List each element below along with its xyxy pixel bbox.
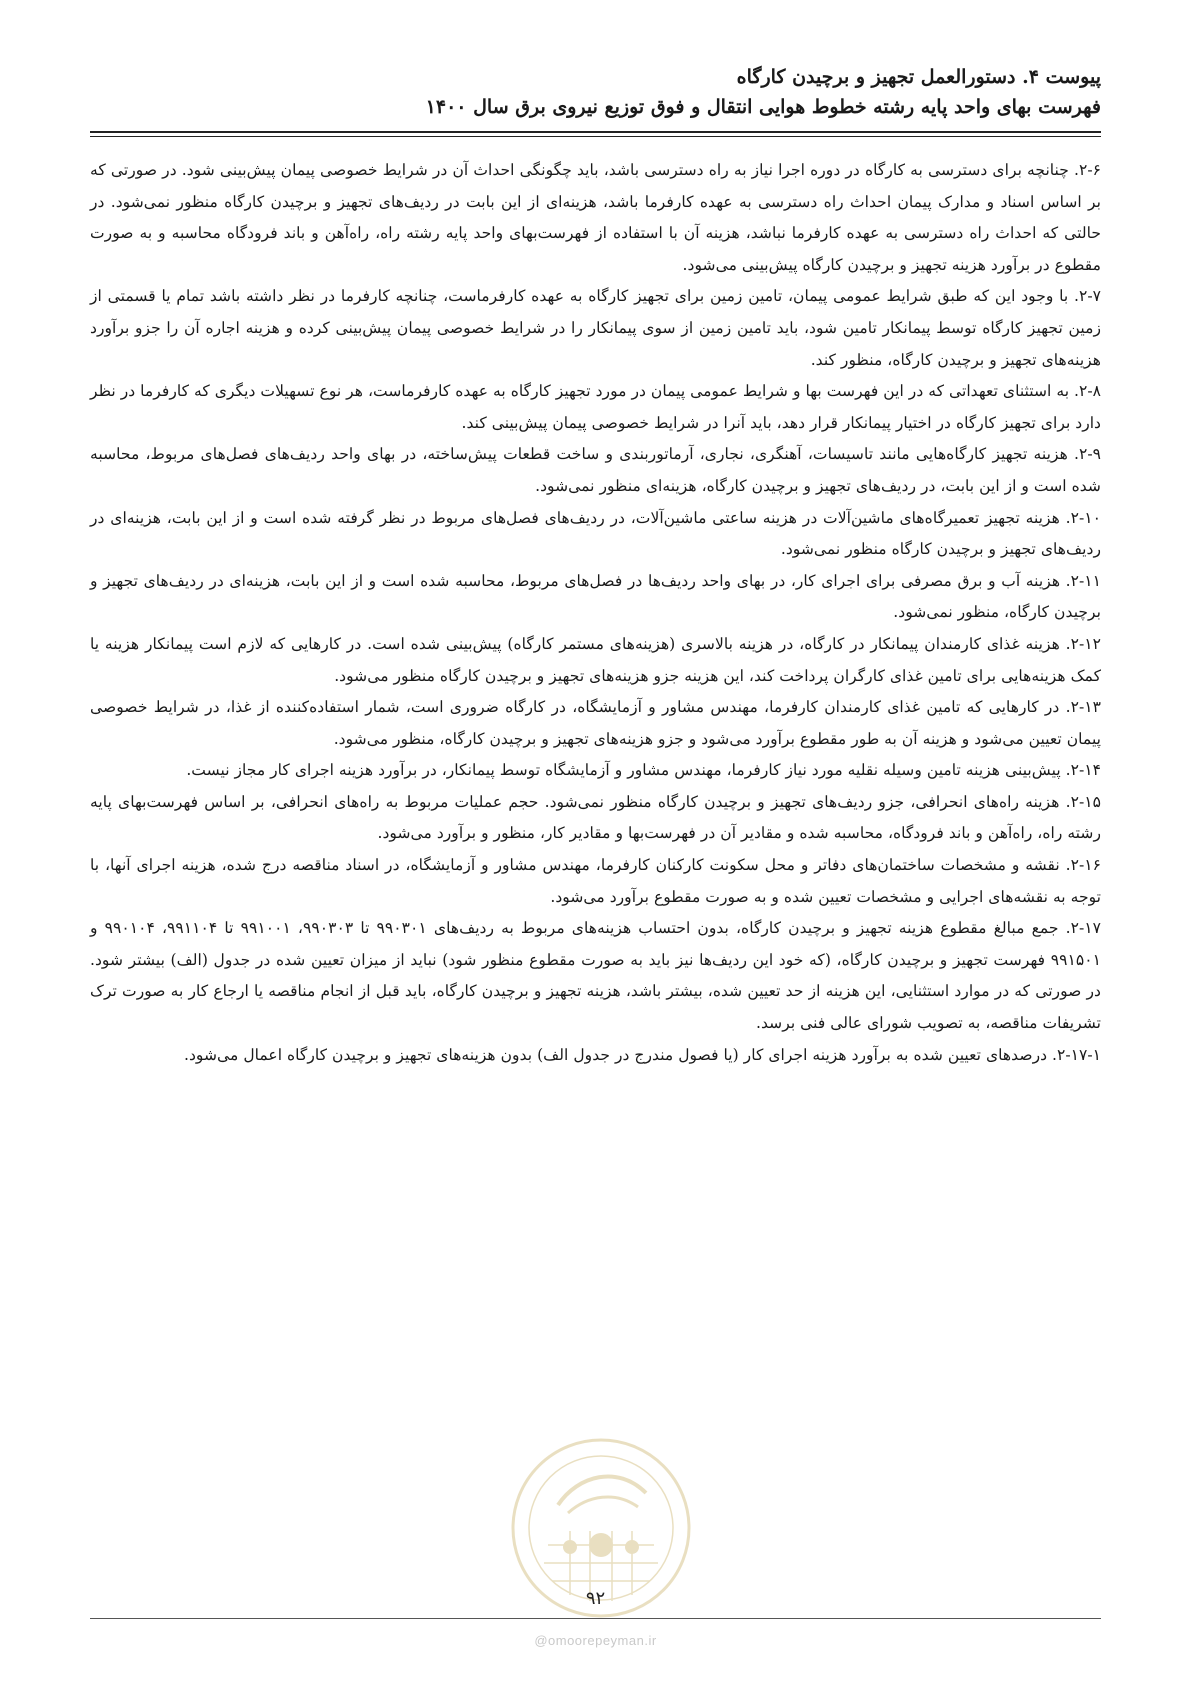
header-title-line2: فهرست بهای واحد پایه رشته خطوط هوایی انتقال و فوق توزیع نیروی برق سال ۱۴۰۰	[425, 96, 1101, 118]
footer-divider	[90, 1618, 1101, 1619]
page-header	[90, 62, 1101, 122]
paragraph-2-17-1: ۲-۱۷-۱. درصدهای تعیین شده به برآورد هزینه اجرای کار (یا فصول مندرج در جدول الف) بدون هزینه‌های تجهیز و برچیدن کارگاه اعمال می‌شود.	[183, 1045, 1101, 1064]
body-content	[90, 155, 1101, 1071]
paragraph-2-9: ۲-۹. هزینه تجهیز کارگاه‌هایی مانند تاسیسات، آهنگری، نجاری، آرماتوربندی و ساخت قطعات پیش‌ساخته، در بهای واحد ردیف‌های فصل‌های مربوط، محاسبه شده است و از این بابت، در ردیف‌های تجهیز و برچیدن کارگاه، هزینه‌ای منظور نمی‌شود.	[90, 445, 1101, 495]
page-number: ۹۲	[585, 1588, 606, 1609]
paragraph-2-7: ۲-۷. با وجود این که طبق شرایط عمومی پیمان، تامین زمین برای تجهیز کارگاه به عهده کارفرماست، چنانچه کارفرما در نظر داشته باشد تمام یا قسمتی از زمین تجهیز کارگاه توسط پیمانکار تامین شود، باید تامین زمین از سوی پیمانکار را در شرایط خصوصی پیمان پیش‌بینی کرده و هزینه اجاره آن را جزو برآورد هزینه‌های تجهیز و برچیدن کارگاه، منظور کند.	[90, 287, 1101, 369]
paragraph-2-14: ۲-۱۴. پیش‌بینی هزینه تامین وسیله نقلیه مورد نیاز کارفرما، مهندس مشاور و آزمایشگاه توسط پیمانکار، در برآورد هزینه اجرای کار مجاز نیست.	[186, 761, 1101, 780]
paragraph-2-13: ۲-۱۳. در کارهایی که تامین غذای کارمندان کارفرما، مهندس مشاور و آزمایشگاه، در کارگاه ضروری است، شمار استفاده‌کننده از غذا، در شرایط خصوصی پیمان تعیین می‌شود و هزینه آن به طور مقطوع برآورد می‌شود و جزو هزینه‌های تجهیز و برچیدن کارگاه، منظور می‌شود.	[90, 698, 1101, 748]
paragraph-2-16: ۲-۱۶. نقشه و مشخصات ساختمان‌های دفاتر و محل سکونت کارکنان کارفرما، مهندس مشاور و آزمایشگاه، در اسناد مناقصه درج شده، هزینه اجرای آنها، با توجه به نقشه‌های اجرایی و مشخصات تعیین شده و به صورت مقطوع برآورد می‌شود.	[90, 856, 1101, 906]
header-title-line1: پیوست ۴. دستورالعمل تجهیز و برچیدن کارگاه	[736, 66, 1101, 88]
header-divider-thick	[90, 131, 1101, 133]
paragraph-2-8: ۲-۸. به استثنای تعهداتی که در این فهرست بها و شرایط عمومی پیمان در مورد تجهیز کارگاه به عهده کارفرماست، هر نوع تسهیلات دیگری که کارفرما در نظر دارد برای تجهیز کارگاه در اختیار پیمانکار قرار دهد، باید آنرا در شرایط خصوصی پیمان پیش‌بینی کند.	[90, 382, 1101, 432]
paragraph-2-6: ۲-۶. چنانچه برای دسترسی به کارگاه در دوره اجرا نیاز به راه دسترسی باشد، باید چگونگی احداث آن در شرایط خصوصی پیمان پیش‌بینی شود. در صورتی که بر اساس اسناد و مدارک پیمان احداث راه دسترسی به عهده کارفرما باشد، هزینه‌ای از این بابت در ردیف‌های تجهیز و برچیدن کارگاه منظور نمی‌شود. در حالتی که احداث راه دسترسی به عهده کارفرما نباشد، هزینه آن با استفاده از فهرست‌بهای واحد پایه رشته راه، راه‌آهن و باند فرودگاه محاسبه و به صورت مقطوع در برآورد هزینه تجهیز و برچیدن کارگاه پیش‌بینی می‌شود.	[90, 161, 1101, 274]
paragraph-2-12: ۲-۱۲. هزینه غذای کارمندان پیمانکار در کارگاه، در هزینه بالاسری (هزینه‌های مستمر کارگاه) پیش‌بینی شده است. در کارهایی که لازم است پیمانکار هزینه یا کمک هزینه‌هایی برای تامین غذای کارگران پرداخت کند، این هزینه جزو هزینه‌های تجهیز و برچیدن کارگاه منظور می‌شود.	[90, 634, 1101, 685]
paragraph-2-17: ۲-۱۷. جمع مبالغ مقطوع هزینه تجهیز و برچیدن کارگاه، بدون احتساب هزینه‌های مربوط به ردیف‌های ۹۹۰۳۰۱ تا ۹۹۰۳۰۳، ۹۹۱۰۰۱ تا ۹۹۱۱۰۴، ۹۹۰۱۰۴ و ۹۹۱۵۰۱ فهرست تجهیز و برچیدن کارگاه، (که خود این ردیف‌ها نیز باید به صورت مقطوع منظور شود) نباید از میزان تعیین شده در جدول (الف) بیشتر شود. در صورتی که در موارد استثنایی، این هزینه از حد تعیین شده، بیشتر باشد، هزینه تجهیز و برچیدن کارگاه، باید قبل از انجام مناقصه یا ارجاع کار به صورت ترک تشریفات مناقصه، به تصویب شورای عالی فنی برسد.	[90, 919, 1101, 1033]
header-divider-thin	[90, 136, 1101, 137]
paragraph-2-11: ۲-۱۱. هزینه آب و برق مصرفی برای اجرای کار، در بهای واحد ردیف‌ها در فصل‌های مربوط، محاسبه شده است و از این بابت، هزینه‌ای در ردیف‌های تجهیز و برچیدن کارگاه، منظور نمی‌شود.	[90, 571, 1101, 622]
paragraph-2-15: ۲-۱۵. هزینه راه‌های انحرافی، جزو ردیف‌های تجهیز و برچیدن کارگاه منظور نمی‌شود. حجم عملیات مربوط به راه‌های انحرافی، بر اساس فهرست‌بهای پایه رشته راه، راه‌آهن و باند فرودگاه، محاسبه شده و مقادیر آن در فهرست‌بها و مقادیر کار، منظور و برآورد می‌شود.	[90, 792, 1101, 843]
paragraph-2-10: ۲-۱۰. هزینه تجهیز تعمیرگاه‌های ماشین‌آلات در هزینه ساعتی ماشین‌آلات، در ردیف‌های فصل‌های مربوط در نظر گرفته شده است و از این بابت، هزینه‌ای در ردیف‌های تجهیز و برچیدن کارگاه منظور نمی‌شود.	[90, 508, 1101, 559]
site-watermark-text: @omoorepeyman.ir	[534, 1633, 657, 1648]
